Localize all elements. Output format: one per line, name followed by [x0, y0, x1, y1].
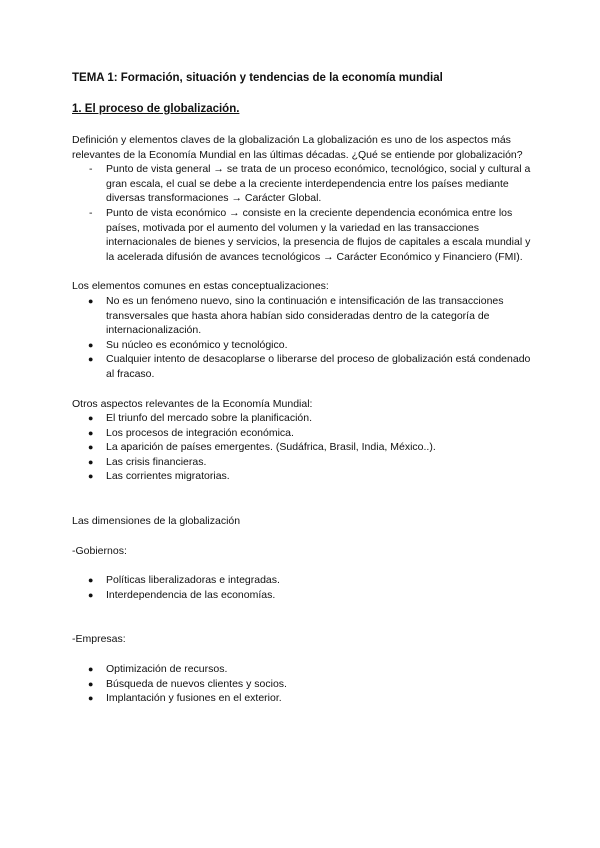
list-item-text: Búsqueda de nuevos clientes y socios.	[106, 677, 287, 690]
list-item-text: Las corrientes migratorias.	[106, 470, 230, 483]
list-item	[72, 691, 532, 706]
intro-paragraph: Definición y elementos claves de la globalización La globalización es uno de los aspectos más relevantes de la Economía Mundial en las últimas décadas. ¿Qué se entiende por globalización?	[72, 134, 523, 161]
list-item	[72, 440, 532, 455]
bullet-marker: ●	[88, 339, 94, 350]
list-item-text: Optimización de recursos.	[106, 663, 228, 676]
list-item	[72, 573, 532, 588]
bullet-marker: ●	[88, 427, 94, 438]
dash-marker: -	[89, 163, 93, 176]
bullet-marker: ●	[88, 693, 94, 704]
list-item	[72, 662, 532, 677]
list-item-text: La aparición de países emergentes. (Sudáfrica, Brasil, India, México..).	[106, 441, 436, 454]
common-elements-list	[72, 294, 532, 382]
companies-label: -Empresas:	[72, 633, 126, 646]
list-item-text: Punto de vista económico → consiste en la creciente dependencia económica entre los países, motivada por el aumento del volumen y la variedad en las transacciones internacionales de bienes y servicios, la presencia de flujos de capitales a escala mundial y la acelerada difusión de avances tecnológicos → Carácter Económico y Financiero (FMI).	[106, 206, 531, 263]
list-item-text: Cualquier intento de desacoplarse o liberarse del proceso de globalización está condenado al fracaso.	[106, 353, 531, 380]
bullet-marker: ●	[88, 664, 94, 675]
list-item-text: Los procesos de integración económica.	[106, 426, 294, 439]
list-item	[72, 588, 532, 603]
bullet-marker: ●	[88, 575, 94, 586]
bullet-marker: ●	[88, 442, 94, 453]
bullet-marker: ●	[88, 354, 94, 365]
viewpoints-list	[72, 162, 532, 264]
bullet-marker: ●	[88, 471, 94, 482]
list-item-text: Políticas liberalizadoras e integradas.	[106, 574, 280, 587]
list-item	[72, 294, 532, 338]
bullet-marker: ●	[88, 295, 94, 306]
common-elements-label: Los elementos comunes en estas conceptualizaciones:	[72, 280, 329, 293]
bullet-marker: ●	[88, 589, 94, 600]
section-heading: 1. El proceso de globalización.	[72, 103, 240, 115]
dimensions-label: Las dimensiones de la globalización	[72, 515, 241, 528]
list-item-text: Punto de vista general → se trata de un proceso económico, tecnológico, social y cultural a gran escala, el cual se debe a la creciente interdependencia entre los países mediante diversas transformaciones → Carácter Global.	[106, 163, 531, 205]
list-item-text: Su núcleo es económico y tecnológico.	[106, 338, 288, 351]
list-item	[72, 455, 532, 470]
list-item-text: Interdependencia de las economías.	[106, 588, 276, 601]
governments-label: -Gobiernos:	[72, 544, 127, 557]
dash-marker: -	[89, 206, 93, 219]
bullet-marker: ●	[88, 456, 94, 467]
list-item-text: El triunfo del mercado sobre la planificación.	[106, 412, 313, 425]
list-item	[72, 338, 532, 353]
list-item	[72, 426, 532, 441]
list-item	[72, 206, 532, 264]
other-aspects-list	[72, 411, 532, 484]
list-item-text: No es un fenómeno nuevo, sino la continuación e intensificación de las transacciones transversales que hasta ahora habían sido consideradas dentro de la categoría de internacionalización.	[106, 294, 504, 337]
list-item	[72, 411, 532, 426]
governments-list	[72, 573, 532, 602]
list-item	[72, 162, 532, 206]
companies-list	[72, 662, 532, 706]
list-item	[72, 677, 532, 692]
other-aspects-label: Otros aspectos relevantes de la Economía Mundial:	[72, 397, 313, 410]
list-item-text: Implantación y fusiones en el exterior.	[106, 692, 282, 705]
list-item	[72, 469, 532, 484]
bullet-marker: ●	[88, 413, 94, 424]
document-title: TEMA 1: Formación, situación y tendencias de la economía mundial	[72, 72, 443, 84]
list-item-text: Las crisis financieras.	[106, 455, 207, 468]
list-item	[72, 352, 532, 381]
document-content	[72, 71, 532, 706]
bullet-marker: ●	[88, 678, 94, 689]
